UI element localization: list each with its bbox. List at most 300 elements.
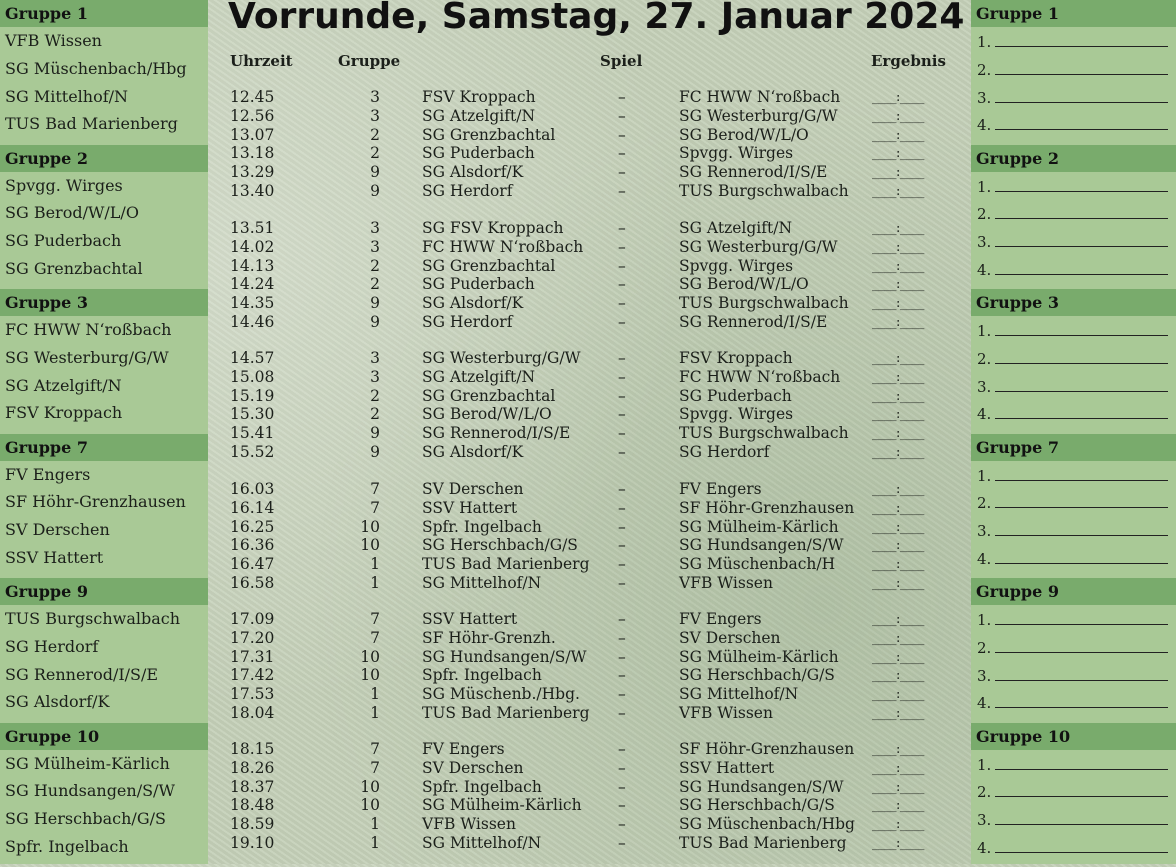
rank-number: 4. [977, 549, 992, 568]
match-row [0, 834, 960, 853]
home-team: SG Alsdorf/K [422, 442, 524, 461]
away-team: SF Höhr-Grenzhausen [679, 498, 855, 517]
away-team: SG Berod/W/L/O [679, 125, 809, 144]
home-team: SG Atzelgift/N [422, 106, 536, 125]
versus-dash: – [618, 367, 626, 386]
rank-number: 4. [977, 260, 992, 279]
match-row [0, 778, 960, 797]
fill-in-line [995, 624, 1168, 625]
match-row [0, 759, 960, 778]
group-heading: Gruppe 2 [0, 145, 208, 172]
match-group: 9 [370, 181, 380, 200]
group-team: SG Hundsangen/S/W [5, 781, 175, 801]
home-team: SSV Hattert [422, 498, 518, 517]
match-row [0, 144, 960, 163]
away-team: SG Hundsangen/S/W [679, 777, 844, 796]
match-row [0, 518, 960, 537]
match-time: 15.19 [230, 386, 275, 405]
ranking-slot[interactable] [971, 461, 1176, 489]
home-team: SG Mittelhof/N [422, 573, 542, 592]
fill-in-line [995, 707, 1168, 708]
match-row [0, 555, 960, 574]
match-group: 2 [370, 125, 380, 144]
group-heading: Gruppe 10 [0, 723, 208, 750]
home-team: SG Herdorf [422, 181, 513, 200]
home-team: SG FSV Kroppach [422, 219, 564, 237]
match-row [0, 107, 960, 126]
match-row [0, 163, 960, 182]
result-field[interactable]: ____:____ [872, 221, 924, 236]
result-field[interactable]: ____:____ [872, 557, 924, 572]
result-field[interactable]: ____:____ [872, 183, 924, 199]
result-field[interactable]: ____:____ [872, 314, 924, 330]
match-time: 14.02 [230, 237, 275, 256]
match-time: 18.37 [230, 777, 275, 796]
result-field[interactable]: ____:____ [872, 296, 924, 311]
match-group: 2 [370, 256, 380, 275]
ranking-heading: Gruppe 2 [971, 145, 1176, 172]
rank-number: 3. [977, 377, 992, 396]
away-team: SG Herschbach/G/S [679, 666, 835, 685]
versus-dash: – [618, 536, 626, 555]
versus-dash: – [618, 424, 626, 442]
result-field[interactable]: ____:____ [872, 817, 924, 832]
group-team: Spvgg. Wirges [5, 175, 123, 195]
col-header-time: Uhrzeit [230, 52, 293, 70]
ranking-slot[interactable] [971, 27, 1176, 55]
result-field[interactable]: ____:____ [872, 426, 924, 441]
group-team: TUS Burgschwalbach [5, 609, 181, 628]
match-row [0, 629, 960, 648]
away-team: FV Engers [679, 480, 762, 498]
group-team: SG Atzelgift/N [5, 375, 122, 395]
match-row [0, 257, 960, 276]
ranking-slot[interactable] [971, 372, 1176, 400]
versus-dash: – [618, 666, 626, 685]
home-team: SG Puderbach [422, 144, 535, 163]
home-team: SG Puderbach [422, 275, 535, 294]
home-team: SG Herdorf [422, 312, 513, 331]
result-field[interactable]: ____:____ [872, 538, 924, 554]
away-team: SG Mülheim-Kärlich [679, 517, 839, 536]
ranking-slot[interactable] [971, 399, 1176, 427]
ranking-slot[interactable] [971, 633, 1176, 661]
match-group: 1 [370, 573, 380, 592]
ranking-slot[interactable] [971, 833, 1176, 861]
rank-number: 4. [977, 694, 992, 713]
ranking-slot[interactable] [971, 805, 1176, 833]
match-time: 13.18 [230, 144, 275, 163]
match-time: 12.56 [230, 106, 275, 125]
match-row [0, 238, 960, 257]
match-group: 10 [360, 647, 380, 666]
ranking-slot[interactable] [971, 55, 1176, 83]
rank-number: 2. [977, 783, 992, 802]
group-team: SSV Hattert [5, 547, 104, 567]
match-group: 7 [370, 758, 380, 777]
match-time: 16.58 [230, 573, 275, 592]
match-time: 14.46 [230, 312, 275, 331]
group-team: SF Höhr-Grenzhausen [5, 492, 186, 512]
page-title: Vorrunde, Samstag, 27. Januar 2024 [228, 0, 965, 37]
result-field[interactable]: ____:____ [872, 519, 924, 535]
away-team: SG Herschbach/G/S [679, 796, 835, 815]
match-row [0, 480, 960, 499]
result-field[interactable]: ____:____ [872, 760, 924, 776]
result-field[interactable]: ____:____ [872, 835, 924, 851]
away-team: SG Hundsangen/S/W [679, 536, 844, 555]
match-time: 18.15 [230, 740, 275, 758]
match-group: 3 [370, 106, 380, 125]
versus-dash: – [618, 517, 626, 536]
match-group: 1 [370, 555, 380, 573]
away-team: TUS Burgschwalbach [679, 294, 849, 312]
group-heading: Gruppe 7 [0, 434, 208, 461]
away-team: SG Rennerod/I/S/E [679, 312, 828, 331]
match-row [0, 275, 960, 294]
away-team: SG Atzelgift/N [679, 219, 793, 237]
away-team: VFB Wissen [679, 703, 773, 722]
match-group: 10 [360, 777, 380, 796]
col-header-result: Ergebnis [871, 52, 946, 70]
match-time: 17.09 [230, 610, 275, 628]
home-team: SF Höhr-Grenzh. [422, 628, 556, 647]
away-team: SG Mittelhof/N [679, 685, 799, 703]
result-field[interactable]: ____:____ [872, 258, 924, 274]
result-field[interactable]: ____:____ [872, 351, 924, 366]
ranking-slot[interactable] [971, 488, 1176, 516]
match-time: 15.41 [230, 424, 275, 442]
fill-in-line [995, 796, 1168, 797]
home-team: TUS Bad Marienberg [422, 555, 590, 573]
away-team: SG Müschenbach/Hbg [679, 815, 855, 833]
result-field[interactable]: ____:____ [872, 90, 924, 105]
result-field[interactable]: ____:____ [872, 277, 924, 293]
away-team: Spvgg. Wirges [679, 144, 794, 163]
match-time: 13.07 [230, 125, 275, 144]
result-field[interactable]: ____:____ [872, 500, 924, 516]
match-time: 16.36 [230, 536, 275, 555]
home-team: SG Grenzbachtal [422, 256, 556, 275]
result-field[interactable]: ____:____ [872, 575, 924, 591]
match-row [0, 294, 960, 313]
fill-in-line [995, 246, 1168, 247]
match-group: 2 [370, 386, 380, 405]
fill-in-line [995, 191, 1168, 192]
match-time: 14.24 [230, 275, 275, 294]
home-team: SG Alsdorf/K [422, 163, 524, 181]
rank-number: 1. [977, 466, 992, 485]
match-group: 2 [370, 144, 380, 163]
home-team: Spfr. Ingelbach [422, 666, 542, 685]
match-row [0, 349, 960, 368]
home-team: SV Derschen [422, 480, 524, 498]
rank-number: 3. [977, 666, 992, 685]
away-team: SG Herdorf [679, 442, 770, 461]
rank-number: 3. [977, 233, 992, 252]
match-time: 13.51 [230, 219, 275, 237]
match-row [0, 126, 960, 145]
versus-dash: – [618, 573, 626, 592]
home-team: SV Derschen [422, 758, 524, 777]
match-row [0, 182, 960, 201]
match-row [0, 648, 960, 667]
group-heading: Gruppe 9 [0, 578, 208, 605]
result-field[interactable]: ____:____ [872, 146, 924, 162]
versus-dash: – [618, 480, 626, 498]
match-group: 10 [360, 536, 380, 555]
fill-in-line [995, 418, 1168, 419]
result-field[interactable]: ____:____ [872, 165, 924, 180]
result-field[interactable]: ____:____ [872, 388, 924, 404]
match-group: 9 [370, 163, 380, 181]
ranking-heading: Gruppe 9 [971, 578, 1176, 605]
match-group: 1 [370, 703, 380, 722]
match-time: 18.26 [230, 758, 275, 777]
ranking-slot[interactable] [971, 777, 1176, 805]
group-heading: Gruppe 1 [0, 0, 208, 27]
away-team: SG Rennerod/I/S/E [679, 163, 828, 181]
match-group: 7 [370, 610, 380, 628]
versus-dash: – [618, 833, 626, 852]
home-team: SG Müschenb./Hbg. [422, 685, 580, 703]
result-field[interactable]: ____:____ [872, 742, 924, 757]
rank-number: 2. [977, 205, 992, 224]
result-field[interactable]: ____:____ [872, 369, 924, 385]
match-time: 12.45 [230, 88, 275, 106]
fill-in-line [995, 46, 1168, 47]
ranking-slot[interactable] [971, 750, 1176, 778]
group-team: SG Mittelhof/N [5, 86, 129, 106]
home-team: FV Engers [422, 740, 505, 758]
result-field[interactable]: ____:____ [872, 779, 924, 795]
match-row [0, 219, 960, 238]
result-field[interactable]: ____:____ [872, 687, 924, 702]
versus-dash: – [618, 163, 626, 181]
fill-in-line [995, 363, 1168, 364]
ranking-heading: Gruppe 7 [971, 434, 1176, 461]
fill-in-line [995, 535, 1168, 536]
group-team: FV Engers [5, 464, 91, 484]
versus-dash: – [618, 555, 626, 573]
ranking-slot[interactable] [971, 544, 1176, 572]
versus-dash: – [618, 796, 626, 815]
ranking-slot[interactable] [971, 344, 1176, 372]
result-field[interactable]: ____:____ [872, 798, 924, 814]
match-group: 10 [360, 666, 380, 685]
result-field[interactable]: ____:____ [872, 108, 924, 124]
rank-number: 3. [977, 522, 992, 541]
ranking-group [971, 723, 1176, 867]
group-team: Spfr. Ingelbach [5, 836, 129, 856]
away-team: FC HWW N‘roßbach [679, 88, 841, 106]
match-time: 18.48 [230, 796, 275, 815]
away-team: SG Müschenbach/H [679, 555, 836, 573]
ranking-slot[interactable] [971, 199, 1176, 227]
fill-in-line [995, 769, 1168, 770]
match-row [0, 499, 960, 518]
rank-number: 1. [977, 33, 992, 51]
away-team: SSV Hattert [679, 758, 775, 777]
match-row [0, 610, 960, 629]
group-team: SG Rennerod/I/S/E [5, 664, 159, 684]
group-team: FC HWW N‘roßbach [5, 320, 172, 339]
group-team: SV Derschen [5, 520, 110, 540]
rank-number: 2. [977, 638, 992, 657]
match-group: 7 [370, 498, 380, 517]
home-team: SG Mülheim-Kärlich [422, 796, 582, 815]
home-team: FSV Kroppach [422, 88, 536, 106]
match-row [0, 574, 960, 593]
ranking-slot[interactable] [971, 316, 1176, 344]
match-group: 3 [370, 219, 380, 237]
versus-dash: – [618, 685, 626, 703]
match-row [0, 685, 960, 704]
match-group: 7 [370, 740, 380, 758]
ranking-slot[interactable] [971, 172, 1176, 200]
fill-in-line [995, 507, 1168, 508]
versus-dash: – [618, 237, 626, 256]
result-field[interactable]: ____:____ [872, 482, 924, 497]
fill-in-line [995, 680, 1168, 681]
ranking-slot[interactable] [971, 661, 1176, 689]
fill-in-line [995, 563, 1168, 564]
result-field[interactable]: ____:____ [872, 239, 924, 255]
match-time: 17.53 [230, 685, 275, 703]
versus-dash: – [618, 275, 626, 294]
rank-number: 3. [977, 88, 992, 107]
fill-in-line [995, 652, 1168, 653]
ranking-slot[interactable] [971, 110, 1176, 138]
versus-dash: – [618, 312, 626, 331]
match-group: 10 [360, 796, 380, 815]
away-team: SG Westerburg/G/W [679, 237, 838, 256]
ranking-slot[interactable] [971, 83, 1176, 111]
ranking-group [971, 145, 1176, 289]
versus-dash: – [618, 219, 626, 237]
away-team: TUS Bad Marienberg [679, 833, 847, 852]
versus-dash: – [618, 144, 626, 163]
match-group: 1 [370, 815, 380, 833]
group-team: SG Mülheim-Kärlich [5, 753, 170, 773]
fill-in-line [995, 824, 1168, 825]
group-team: SG Alsdorf/K [5, 692, 110, 712]
match-row [0, 368, 960, 387]
ranking-group [971, 578, 1176, 722]
fill-in-line [995, 480, 1168, 481]
fill-in-line [995, 102, 1168, 103]
versus-dash: – [618, 758, 626, 777]
group-team: SG Grenzbachtal [5, 258, 143, 278]
match-group: 2 [370, 405, 380, 424]
match-group: 9 [370, 312, 380, 331]
match-time: 13.40 [230, 181, 275, 200]
versus-dash: – [618, 498, 626, 517]
result-field[interactable]: ____:____ [872, 127, 924, 143]
versus-dash: – [618, 294, 626, 312]
home-team: SG Grenzbachtal [422, 386, 556, 405]
group-team: SG Puderbach [5, 231, 122, 251]
away-team: FV Engers [679, 610, 762, 628]
fill-in-line [995, 274, 1168, 275]
rank-number: 2. [977, 349, 992, 368]
col-header-group: Gruppe [338, 52, 401, 70]
result-field[interactable]: ____:____ [872, 630, 924, 646]
away-team: VFB Wissen [679, 573, 773, 592]
match-time: 15.52 [230, 442, 275, 461]
home-team: SG Westerburg/G/W [422, 349, 581, 367]
match-row [0, 387, 960, 406]
match-group: 7 [370, 628, 380, 647]
group-team: SG Müschenbach/Hbg [5, 58, 187, 78]
right-ranking-panel [971, 0, 1176, 864]
ranking-slot[interactable] [971, 605, 1176, 633]
versus-dash: – [618, 181, 626, 200]
home-team: SG Berod/W/L/O [422, 405, 552, 424]
col-header-game: Spiel [600, 52, 643, 70]
result-field[interactable]: ____:____ [872, 649, 924, 665]
fill-in-line [995, 391, 1168, 392]
ranking-slot[interactable] [971, 227, 1176, 255]
home-team: SG Atzelgift/N [422, 367, 536, 386]
home-team: Spfr. Ingelbach [422, 777, 542, 796]
ranking-slot[interactable] [971, 516, 1176, 544]
match-row [0, 443, 960, 462]
result-field[interactable]: ____:____ [872, 612, 924, 627]
away-team: TUS Burgschwalbach [679, 424, 849, 442]
match-group: 7 [370, 480, 380, 498]
result-field[interactable]: ____:____ [872, 705, 924, 721]
home-team: TUS Bad Marienberg [422, 703, 590, 722]
group-team: SG Westerburg/G/W [5, 347, 169, 367]
group-team: SG Herschbach/G/S [5, 809, 166, 829]
away-team: Spvgg. Wirges [679, 405, 794, 424]
away-team: FC HWW N‘roßbach [679, 367, 841, 386]
match-time: 18.59 [230, 815, 275, 833]
match-row [0, 536, 960, 555]
rank-number: 4. [977, 116, 992, 135]
home-team: SSV Hattert [422, 610, 518, 628]
match-row [0, 405, 960, 424]
match-time: 16.14 [230, 498, 275, 517]
match-row [0, 704, 960, 723]
result-field[interactable]: ____:____ [872, 444, 924, 460]
group-team: TUS Bad Marienberg [5, 114, 178, 134]
match-time: 17.20 [230, 628, 275, 647]
away-team: Spvgg. Wirges [679, 256, 794, 275]
ranking-slot[interactable] [971, 688, 1176, 716]
ranking-slot[interactable] [971, 255, 1176, 283]
group-team: VFB Wissen [5, 31, 102, 50]
ranking-heading: Gruppe 3 [971, 289, 1176, 316]
match-group: 9 [370, 442, 380, 461]
match-group: 3 [370, 88, 380, 106]
ranking-group [971, 0, 1176, 144]
versus-dash: – [618, 386, 626, 405]
result-field[interactable]: ____:____ [872, 407, 924, 423]
result-field[interactable]: ____:____ [872, 668, 924, 684]
away-team: FSV Kroppach [679, 349, 793, 367]
match-row [0, 313, 960, 332]
home-team: SG Rennerod/I/S/E [422, 424, 571, 442]
away-team: SG Puderbach [679, 386, 792, 405]
versus-dash: – [618, 405, 626, 424]
versus-dash: – [618, 125, 626, 144]
rank-number: 3. [977, 811, 992, 830]
versus-dash: – [618, 777, 626, 796]
match-row [0, 796, 960, 815]
match-group: 3 [370, 349, 380, 367]
